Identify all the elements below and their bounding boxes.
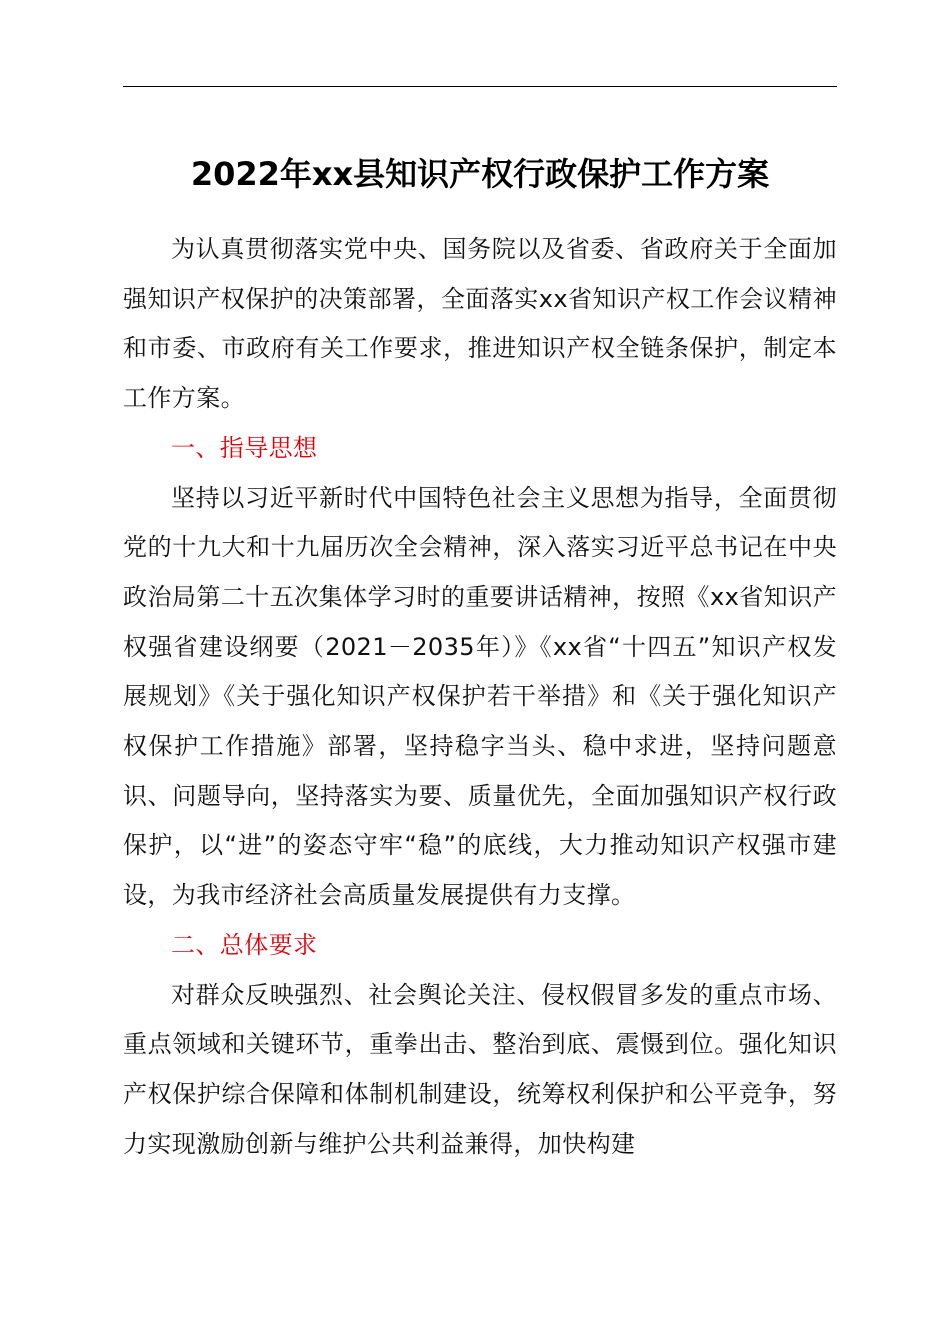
section-heading-guiding-ideology: 一、指导思想 [171,433,318,462]
document-body [123,225,837,1169]
intro-paragraph: 为认真贯彻落实党中央、国务院以及省委、省政府关于全面加强知识产权保护的决策部署，全面落实xx省知识产权工作会议精神和市委、市政府有关工作要求，推进知识产权全链条保护，制定本工作方案。 [123,235,837,413]
header-rule [123,86,837,87]
section-body-guiding-ideology: 坚持以习近平新时代中国特色社会主义思想为指导，全面贯彻党的十九大和十九届历次全会精神，深入落实习近平总书记在中央政治局第二十五次集体学习时的重要讲话精神，按照《xx省知识产权强省建设纲要（2021－2035年）》《xx省“十四五”知识产权发展规划》《关于强化知识产权保护若干举措》和《关于强化知识产权保护工作措施》部署，坚持稳字当头、稳中求进，坚持问题意识、问题导向，坚持落实为要、质量优先，全面加强知识产权行政保护，以“进”的姿态守牢“稳”的底线，大力推动知识产权强市建设，为我市经济社会高质量发展提供有力支撑。 [123,483,837,910]
section-body-general-requirements: 对群众反映强烈、社会舆论关注、侵权假冒多发的重点市场、重点领域和关键环节，重拳出击、整治到底、震慑到位。强化知识产权保护综合保障和体制机制建设，统筹权利保护和公平竞争，努力实现激励创新与维护公共利益兼得，加快构建 [123,980,837,1158]
document-title: 2022年xx县知识产权行政保护工作方案 [190,155,770,193]
section-heading-general-requirements: 二、总体要求 [171,930,318,959]
